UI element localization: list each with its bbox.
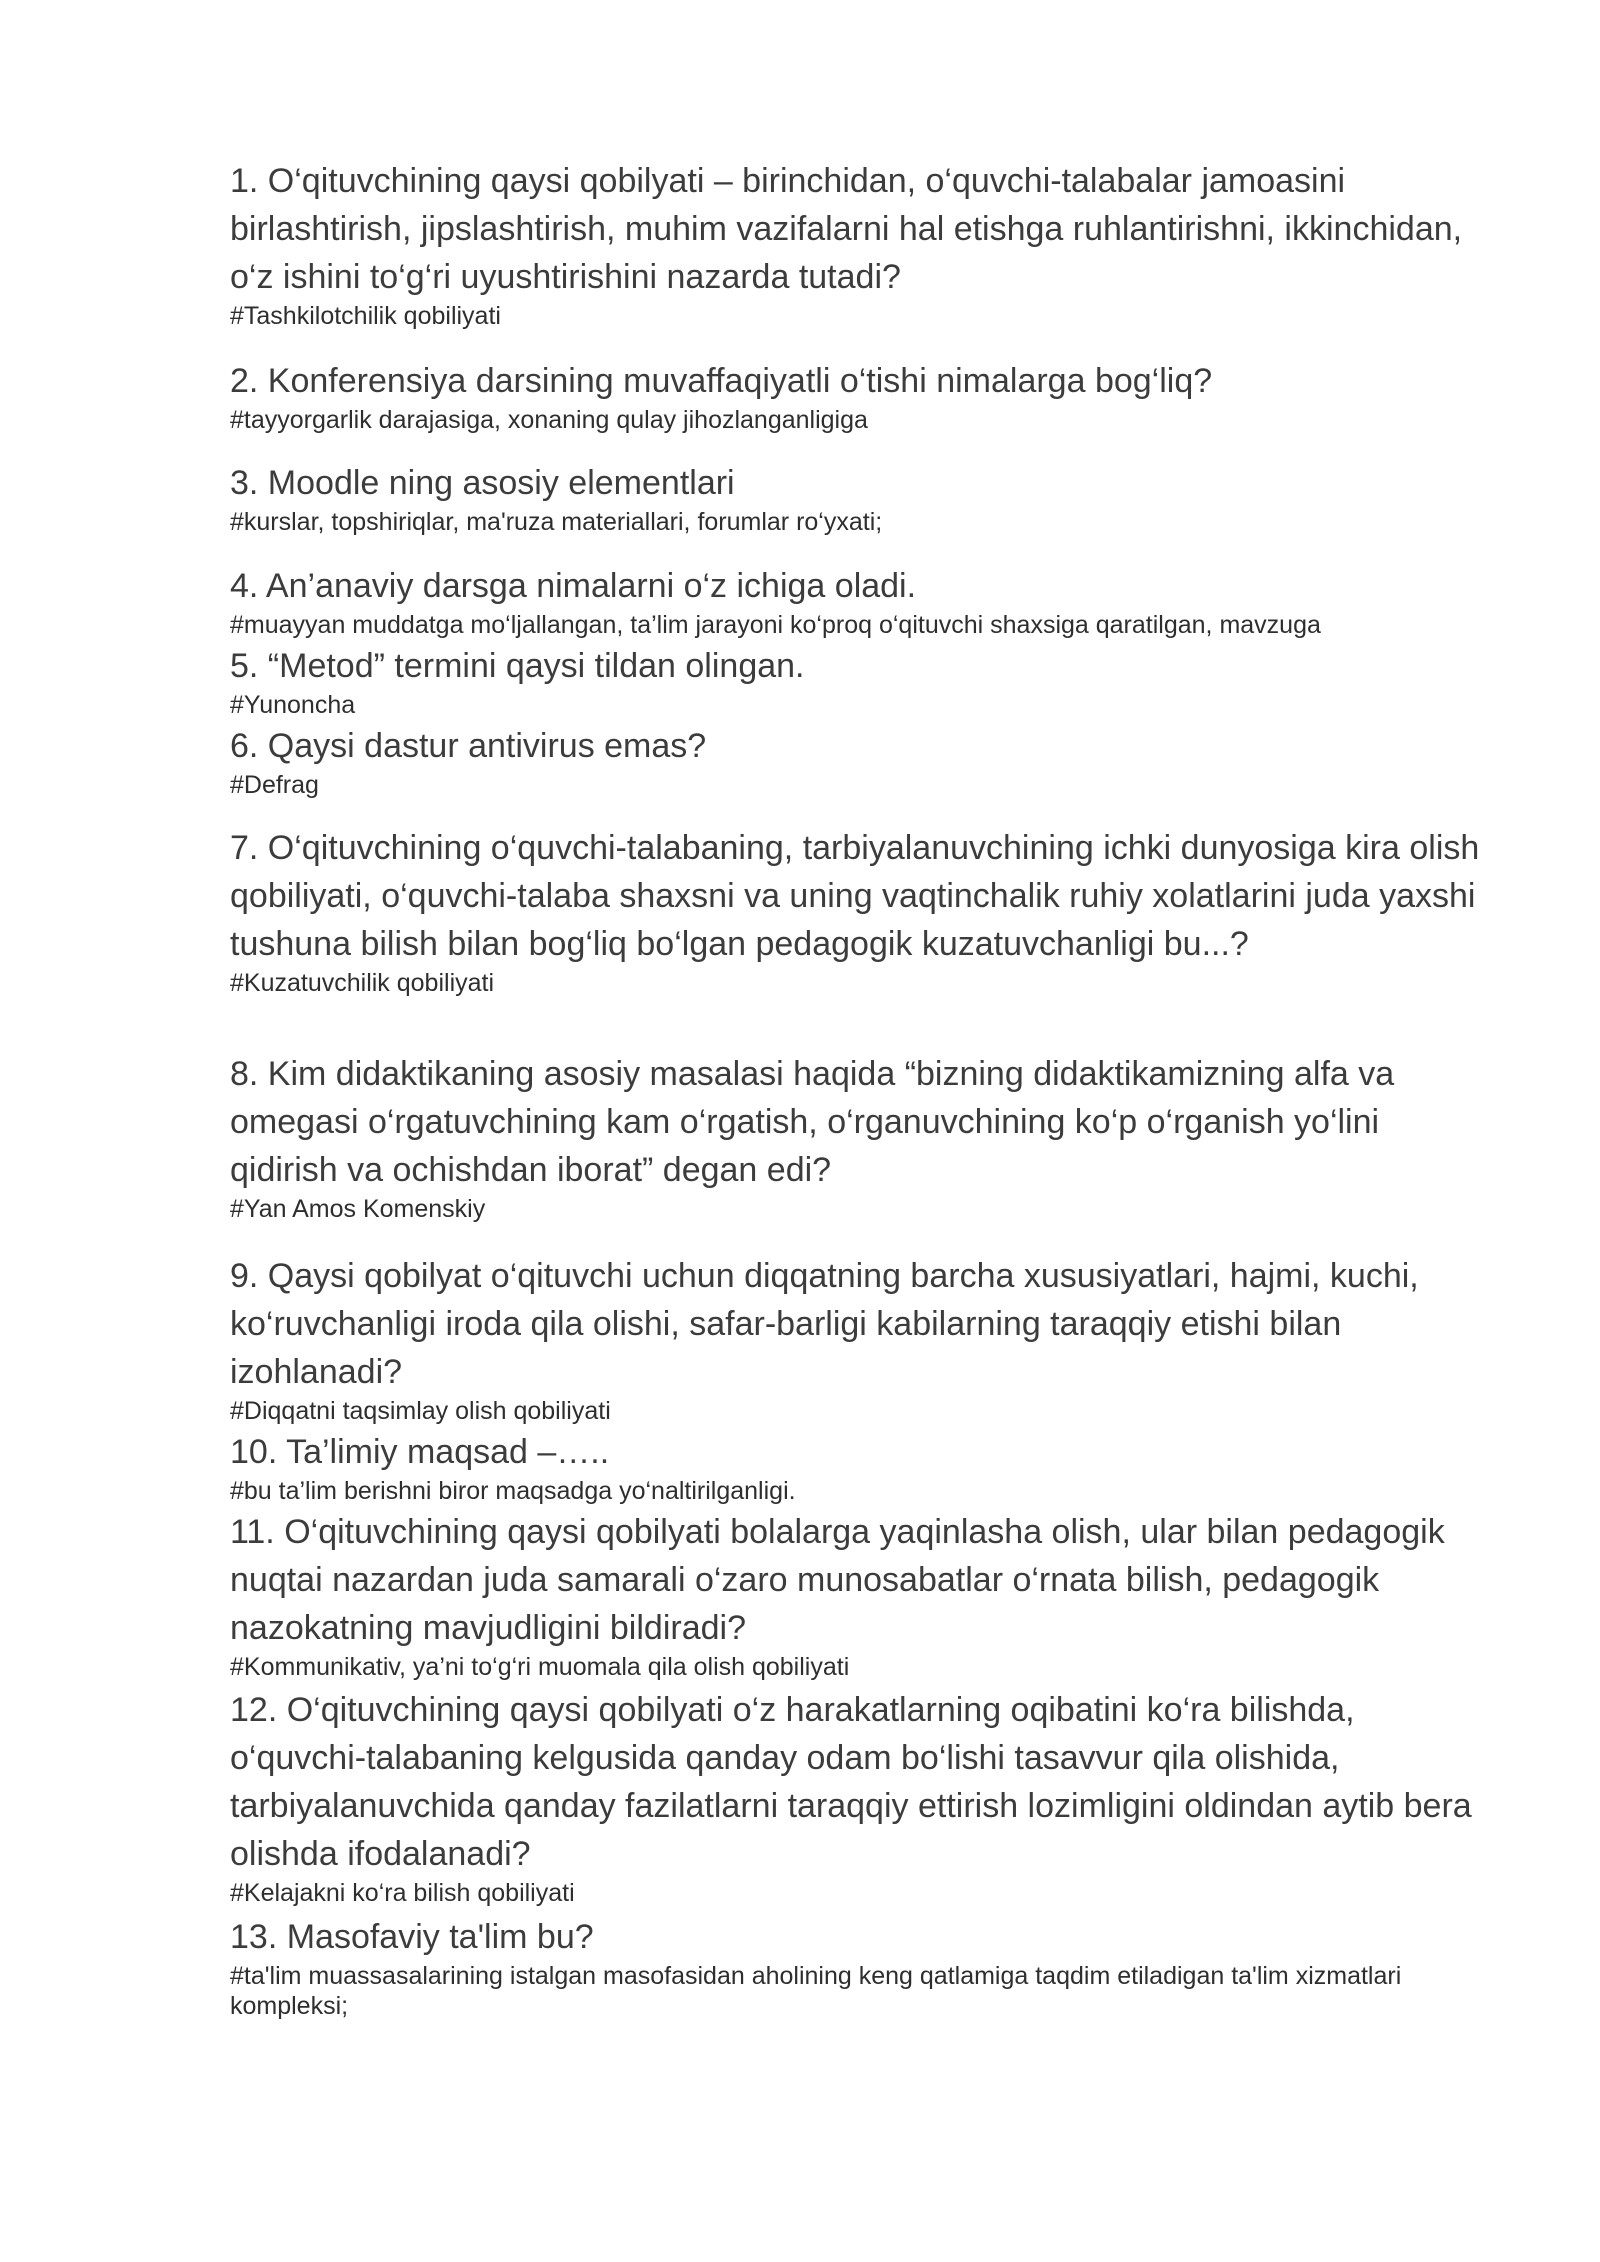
qa-item-9	[230, 1252, 1480, 1426]
question-text: 8. Kim didaktikaning asosiy masalasi haqida “bizning didaktikamizning alfa va omegasi o‘rgatuvchining kam o‘rgatish, o‘rganuvchining ko‘p o‘rganish yo‘lini qidirish va ochishdan iborat” degan edi?	[230, 1055, 1395, 1189]
question-text: 9. Qaysi qobilyat o‘qituvchi uchun diqqatning barcha xususiyatlari, hajmi, kuchi, ko‘ruvchanligi iroda qila olishi, safar-barligi kabilarning taraqqiy etishi bilan izohlanadi?	[230, 1257, 1419, 1391]
answer-text: #Yunoncha	[230, 691, 356, 719]
answer-text: #Diqqatni taqsimlay olish qobiliyati	[230, 1397, 611, 1425]
answer-text: #tayyorgarlik darajasiga, xonaning qulay jihozlanganligiga	[230, 406, 868, 434]
answer-text: #kurslar, topshiriqlar, ma'ruza materiallari, forumlar ro‘yxati;	[230, 508, 883, 536]
answer-text: #Kuzatuvchilik qobiliyati	[230, 969, 495, 997]
qa-item-10	[230, 1428, 1480, 1506]
qa-item-7	[230, 824, 1480, 998]
qa-item-13	[230, 1913, 1480, 2021]
qa-item-8	[230, 1050, 1480, 1224]
qa-item-4	[230, 562, 1480, 640]
answer-text: #bu ta’lim berishni biror maqsadga yo‘naltirilganligi.	[230, 1477, 796, 1505]
qa-item-12	[230, 1686, 1480, 1908]
qa-item-2	[230, 357, 1480, 435]
question-text: 6. Qaysi dastur antivirus emas?	[230, 727, 707, 765]
answer-text: #Kommunikativ, ya’ni to‘g‘ri muomala qila olish qobiliyati	[230, 1653, 850, 1681]
answer-text: #Tashkilotchilik qobiliyati	[230, 302, 501, 330]
answer-text: #ta'lim muassasalarining istalgan masofasidan aholining keng qatlamiga taqdim etiladigan ta'lim xizmatlari kompleksi;	[230, 1962, 1402, 2020]
qa-item-5	[230, 642, 1480, 720]
question-text: 5. “Metod” termini qaysi tildan olingan.	[230, 647, 805, 685]
answer-text: #muayyan muddatga mo‘ljallangan, ta’lim jarayoni ko‘proq o‘qituvchi shaxsiga qaratilgan, mavzuga	[230, 611, 1321, 639]
qa-item-3	[230, 459, 1480, 537]
answer-text: #Yan Amos Komenskiy	[230, 1195, 486, 1223]
question-text: 10. Ta’limiy maqsad –…..	[230, 1433, 610, 1471]
question-text: 7. O‘qituvchining o‘quvchi-talabaning, tarbiyalanuvchining ichki dunyosiga kira olish qobiliyati, o‘quvchi-talaba shaxsni va uning vaqtinchalik ruhiy xolatlarini juda yaxshi tushuna bilish bilan bog‘liq bo‘lgan pedagogik kuzatuvchanligi bu...?	[230, 829, 1480, 963]
question-text: 2. Konferensiya darsining muvaffaqiyatli o‘tishi nimalarga bog‘liq?	[230, 362, 1213, 400]
answer-text: #Kelajakni ko‘ra bilish qobiliyati	[230, 1879, 575, 1907]
question-text: 1. O‘qituvchining qaysi qobilyati – birinchidan, o‘quvchi-talabalar jamoasini birlashtirish, jipslashtirish, muhim vazifalarni hal etishga ruhlantirishni, ikkinchidan, o‘z ishini to‘g‘ri uyushtirishini nazarda tutadi?	[230, 162, 1463, 296]
question-text: 11. O‘qituvchining qaysi qobilyati bolalarga yaqinlasha olish, ular bilan pedagogik nuqtai nazardan juda samarali o‘zaro munosabatlar o‘rnata bilish, pedagogik nazokatning mavjudligini bildiradi?	[230, 1513, 1445, 1647]
qa-item-11	[230, 1508, 1480, 1682]
qa-item-6	[230, 722, 1480, 800]
answer-text: #Defrag	[230, 771, 319, 799]
question-text: 12. O‘qituvchining qaysi qobilyati o‘z harakatlarning oqibatini ko‘ra bilishda, o‘quvchi-talabaning kelgusida qanday odam bo‘lishi tasavvur qila olishida, tarbiyalanuvchida qanday fazilatlarni taraqqiy ettirish lozimligini oldindan aytib bera olishda ifodalanadi?	[230, 1691, 1472, 1873]
question-text: 3. Moodle ning asosiy elementlari	[230, 464, 735, 502]
question-text: 4. An’anaviy darsga nimalarni o‘z ichiga oladi.	[230, 567, 917, 605]
qa-item-1	[230, 157, 1480, 331]
question-text: 13. Masofaviy ta'lim bu?	[230, 1918, 594, 1956]
